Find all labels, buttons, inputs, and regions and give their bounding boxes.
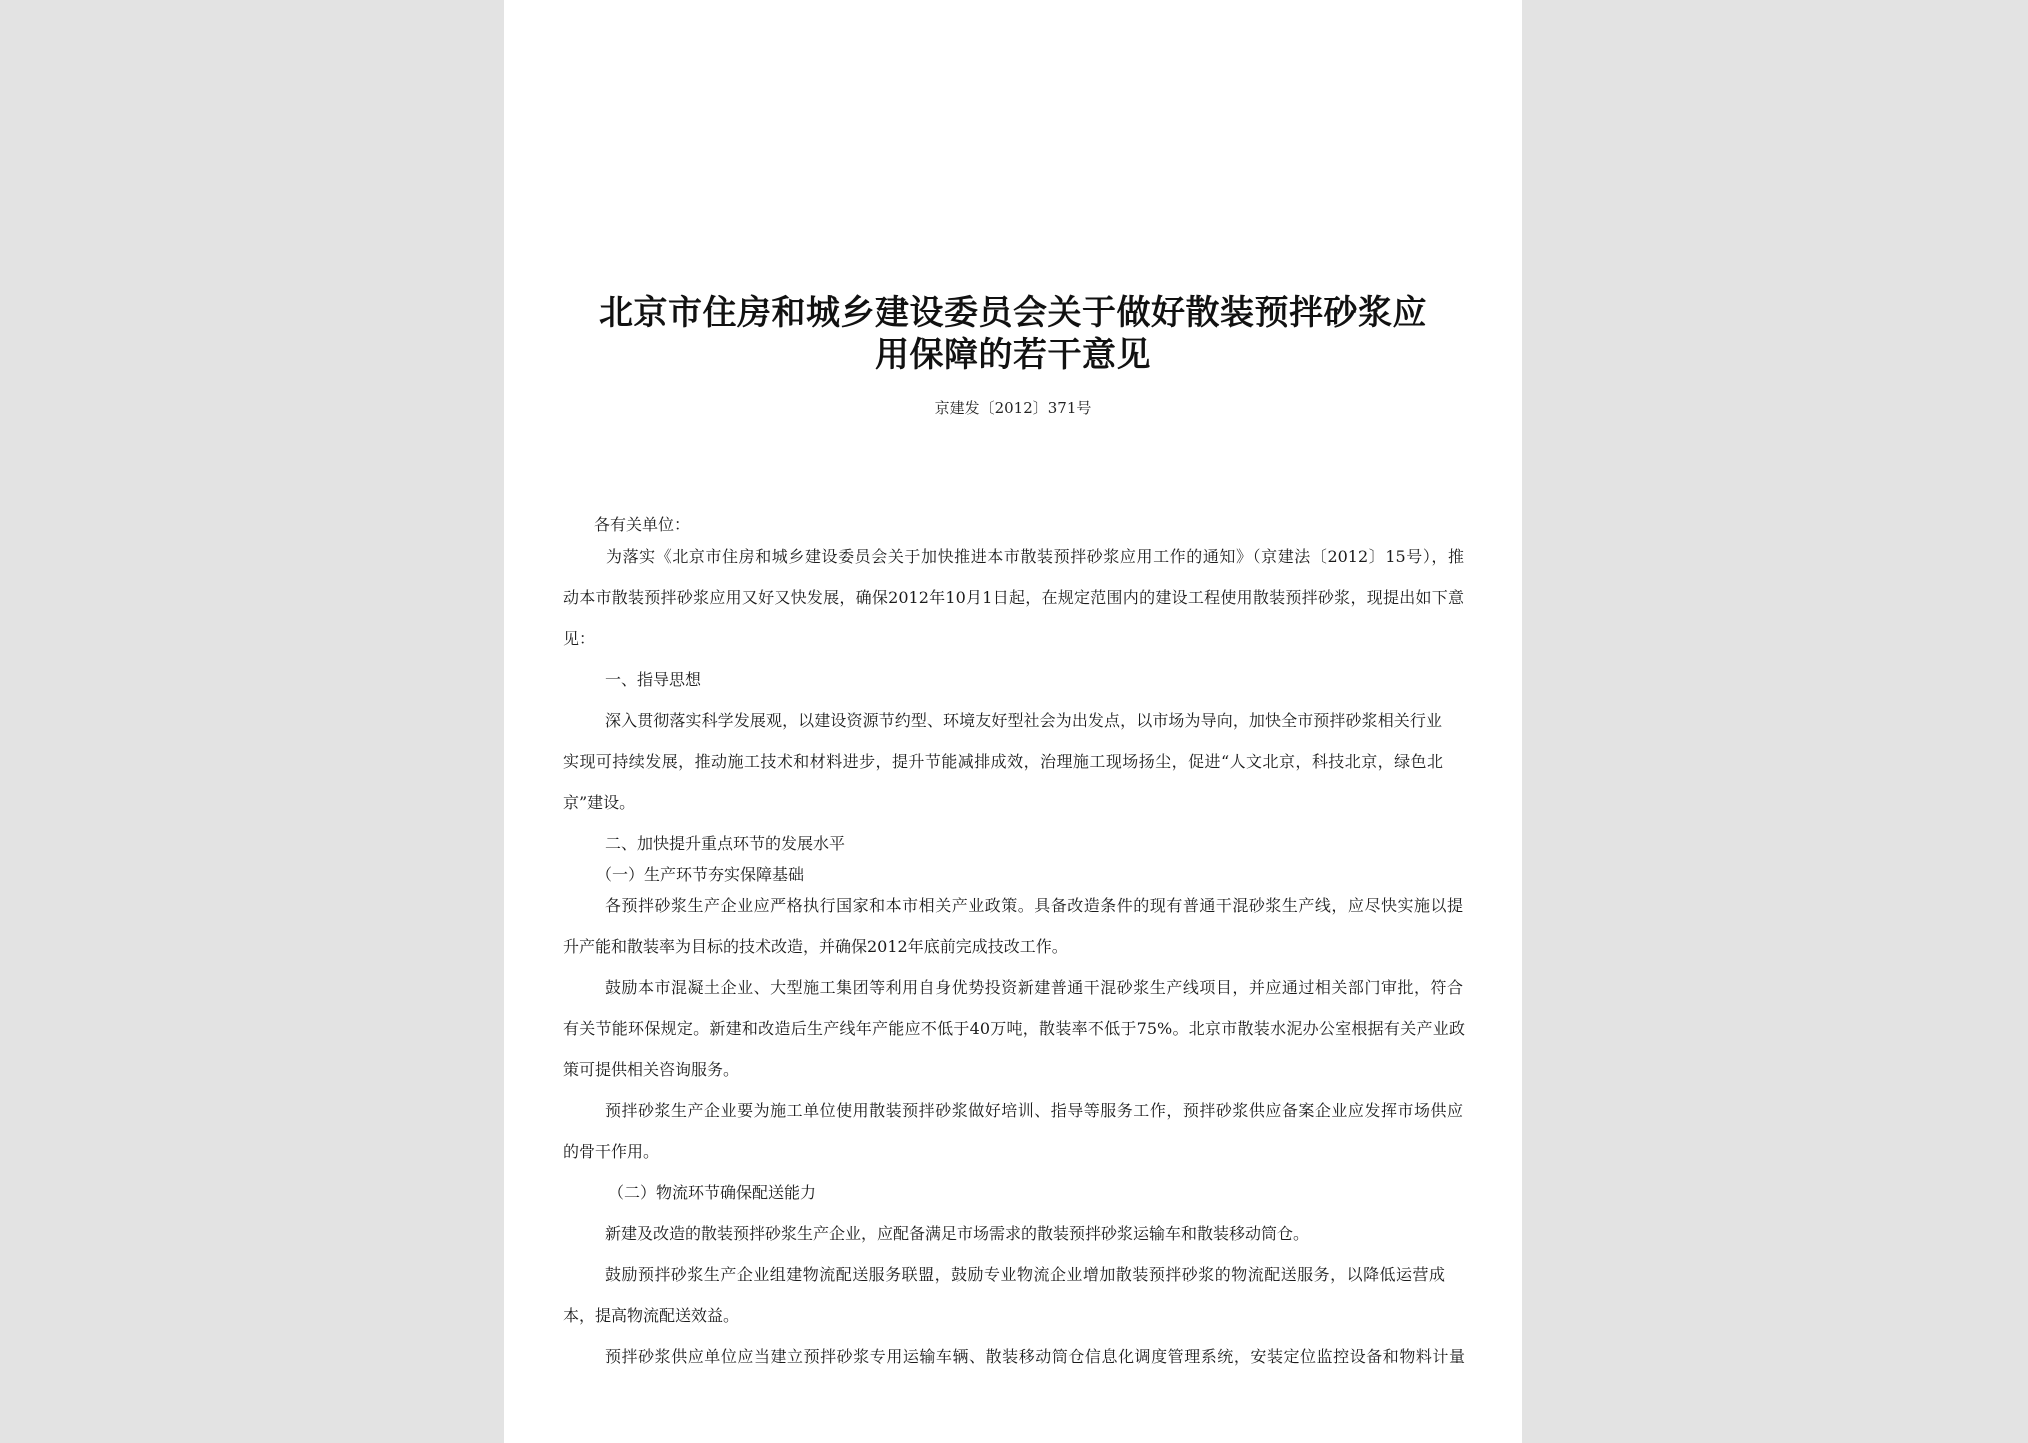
paragraph-line: 为落实《北京市住房和城乡建设委员会关于加快推进本市散装预拌砂浆应用工作的通知》（京建法〔2012〕15号），推 — [606, 547, 1464, 566]
paragraph-line: 深入贯彻落实科学发展观，以建设资源节约型、环境友好型社会为出发点，以市场为导向，加快全市预拌砂浆相关行业 — [605, 711, 1442, 730]
paragraph-line: 预拌砂浆生产企业要为施工单位使用散装预拌砂浆做好培训、指导等服务工作，预拌砂浆供应备案企业应发挥市场供应 — [605, 1101, 1463, 1120]
paragraph-line: 鼓励本市混凝土企业、大型施工集团等利用自身优势投资新建普通干混砂浆生产线项目，并应通过相关部门审批，符合 — [605, 978, 1463, 997]
paragraph-line: 升产能和散装率为目标的技术改造，并确保2012年底前完成技改工作。 — [563, 937, 1068, 956]
section-heading: 二、加快提升重点环节的发展水平 — [605, 834, 846, 853]
paragraph-line: 预拌砂浆供应单位应当建立预拌砂浆专用运输车辆、散装移动筒仓信息化调度管理系统，安装定位监控设备和物料计量 — [605, 1347, 1465, 1366]
paragraph-line: 的骨干作用。 — [563, 1142, 660, 1161]
document-page — [504, 0, 1522, 1443]
paragraph-line: 有关节能环保规定。新建和改造后生产线年产能应不低于40万吨，散装率不低于75%。北京市散装水泥办公室根据有关产业政 — [563, 1019, 1465, 1038]
document-title-line-2: 用保障的若干意见 — [875, 335, 1151, 375]
subsection-heading: （一）生产环节夯实保障基础 — [596, 865, 805, 884]
paragraph-line: 策可提供相关咨询服务。 — [563, 1060, 740, 1079]
paragraph-line: 鼓励预拌砂浆生产企业组建物流配送服务联盟，鼓励专业物流企业增加散装预拌砂浆的物流配送服务，以降低运营成 — [605, 1265, 1445, 1284]
paragraph-line: 见： — [563, 629, 596, 648]
document-number: 京建发〔2012〕371号 — [934, 399, 1092, 417]
document-title-line-1: 北京市住房和城乡建设委员会关于做好散装预拌砂浆应 — [599, 293, 1427, 333]
paragraph-line: 新建及改造的散装预拌砂浆生产企业，应配备满足市场需求的散装预拌砂浆运输车和散装移动筒仓。 — [605, 1224, 1310, 1243]
subsection-heading: （二）物流环节确保配送能力 — [608, 1183, 817, 1202]
paragraph-line: 京”建设。 — [563, 793, 636, 812]
paragraph-line: 动本市散装预拌砂浆应用又好又快发展，确保2012年10月1日起，在规定范围内的建设工程使用散装预拌砂浆，现提出如下意 — [563, 588, 1464, 607]
paragraph-line: 实现可持续发展，推动施工技术和材料进步，提升节能减排成效，治理施工现场扬尘，促进“人文北京，科技北京，绿色北 — [563, 752, 1443, 771]
paragraph-line: 各预拌砂浆生产企业应严格执行国家和本市相关产业政策。具备改造条件的现有普通干混砂浆生产线，应尽快实施以提 — [605, 896, 1463, 915]
addressee: 各有关单位： — [594, 515, 691, 534]
section-heading: 一、指导思想 — [605, 670, 702, 689]
paragraph-line: 本，提高物流配送效益。 — [563, 1306, 740, 1325]
